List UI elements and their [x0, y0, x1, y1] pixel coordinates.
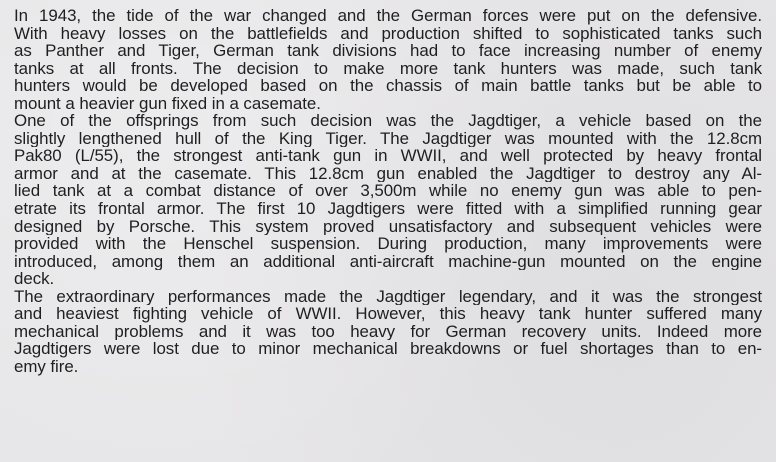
text-line: mount a heavier gun fixed in a casemate. [14, 93, 321, 113]
text-line: as Panther and Tiger, German tank divisions had to face increasing number of enemy [14, 42, 762, 60]
body-text [14, 7, 762, 375]
text-line: Pak80 (L/55), the strongest anti-tank gun in WWII, and well protected by heavy frontal [14, 147, 762, 165]
text-line: armor and at the casemate. This 12.8cm gun enabled the Jagdtiger to destroy any Al- [14, 164, 762, 183]
text-line: With heavy losses on the battlefields and production shifted to sophisticated tanks such [14, 24, 762, 43]
text-line: tanks at all fronts. The decision to make more tank hunters was made, such tank [14, 59, 762, 78]
text-line: emy fire. [14, 356, 79, 376]
text-line: The extraordinary performances made the Jagdtiger legendary, and it was the strongest [14, 287, 762, 306]
text-line: designed by Porsche. This system proved unsatisfactory and subsequent vehicles were [14, 217, 762, 236]
text-line: etrate its frontal armor. The first 10 Jagdtigers were fitted with a simplified running gear [14, 200, 762, 218]
text-line: lied tank at a combat distance of over 3,500m while no enemy gun was able to pen- [14, 182, 762, 201]
text-line: mechanical problems and it was too heavy for German recovery units. Indeed more [14, 322, 762, 341]
text-line: One of the offsprings from such decision was the Jagdtiger, a vehicle based on the [14, 112, 762, 130]
text-line: and heaviest fighting vehicle of WWII. However, this heavy tank hunter suffered many [14, 305, 762, 323]
text-line: hunters would be developed based on the chassis of main battle tanks but be able to [14, 77, 762, 95]
text-line: deck. [14, 269, 55, 289]
text-line: Jagdtigers were lost due to minor mechanical breakdowns or fuel shortages than to en- [14, 340, 762, 358]
text-line: In 1943, the tide of the war changed and the German forces were put on the defensive. [14, 7, 762, 25]
text-line: provided with the Henschel suspension. During production, many improvements were [14, 235, 762, 253]
text-line: slightly lengthened hull of the King Tiger. The Jagdtiger was mounted with the 12.8cm [14, 129, 762, 148]
text-line: introduced, among them an additional anti-aircraft machine-gun mounted on the engine [14, 252, 762, 271]
